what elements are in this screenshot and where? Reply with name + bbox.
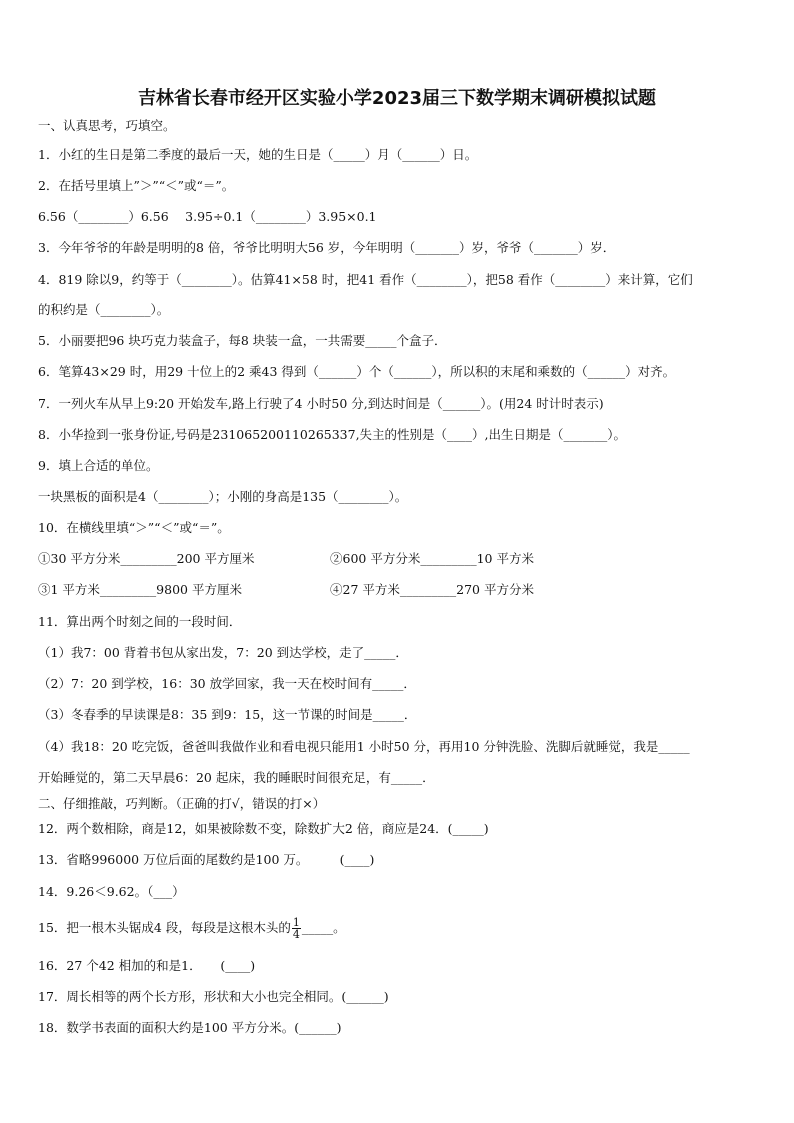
fraction-one-quarter	[292, 917, 301, 940]
question-10-item-4: ④27 平方米_________270 平方分米	[330, 582, 534, 597]
question-2: 2．在括号里填上”＞”“＜”或“＝”。	[38, 178, 235, 193]
page-title: 吉林省长春市经开区实验小学2023届三下数学期末调研模拟试题	[137, 88, 657, 109]
question-6: 6．笔算43×29 时，用29 十位上的2 乘43 得到（______）个（______），所以积的末尾和乘数的（______）对齐。	[38, 364, 676, 379]
question-18: 18．数学书表面的面积大约是100 平方分米。(______)	[38, 1020, 342, 1035]
question-15	[38, 915, 346, 941]
question-13: 13．省略996000 万位后面的尾数约是100 万。 (____)	[38, 852, 375, 867]
question-11-part-4: （4）我18：20 吃完饭，爸爸叫我做作业和看电视只能用1 小时50 分，再用10 分钟洗脸、洗脚后就睡觉，我是_____	[38, 739, 690, 754]
question-15-blank: _____。	[301, 920, 346, 935]
question-11-part-4-cont: 开始睡觉的，第二天早晨6：20 起床，我的睡眠时间很充足，有_____．	[38, 770, 435, 785]
question-10-item-1: ①30 平方分米_________200 平方厘米	[38, 551, 255, 566]
question-11-part-3: （3）冬春季的早读课是8：35 到9：15，这一节课的时间是_____．	[38, 707, 417, 722]
question-11: 11．算出两个时刻之间的一段时间．	[38, 614, 242, 629]
question-5: 5．小丽要把96 块巧克力装盒子，每8 块装一盒，一共需要_____个盒子．	[38, 333, 447, 348]
question-3: 3．今年爷爷的年龄是明明的8 倍，爷爷比明明大56 岁，今年明明（_______）岁，爷爷（_______）岁．	[38, 240, 616, 255]
question-10-item-3: ③1 平方米_________9800 平方厘米	[38, 582, 242, 597]
question-14: 14．9.26＜9.62。（___）	[38, 884, 185, 899]
question-16: 16．27 个42 相加的和是1． (____)	[38, 958, 256, 973]
section-heading-1: 一、认真思考，巧填空。	[38, 118, 176, 133]
question-11-part-1: （1）我7：00 背着书包从家出发，7：20 到达学校，走了_____．	[38, 645, 408, 660]
question-12: 12．两个数相除，商是12，如果被除数不变，除数扩大2 倍，商应是24．(_____)	[38, 821, 489, 836]
question-17: 17．周长相等的两个长方形，形状和大小也完全相同。(______)	[38, 989, 389, 1004]
question-10: 10．在横线里填“＞”“＜”或“＝”。	[38, 520, 230, 535]
fraction-denominator: 4	[292, 928, 300, 941]
question-4: 4．819 除以9，约等于（________）。估算41×58 时，把41 看作（________），把58 看作（________）来计算，它们	[38, 272, 693, 287]
question-7: 7．一列火车从早上9:20 开始发车,路上行驶了4 小时50 分,到达时间是（______）。(用24 时计时表示)	[38, 396, 604, 411]
question-9-items: 一块黑板的面积是4（________）；小刚的身高是135（________）。	[38, 489, 408, 504]
question-8: 8．小华捡到一张身份证,号码是231065200110265337,失主的性别是（____）,出生日期是（_______）。	[38, 427, 627, 442]
question-2-items: 6.56（________）6.56 3.95÷0.1（________）3.95×0.1	[38, 209, 377, 224]
question-15-text: 15．把一根木头锯成4 段，每段是这根木头的	[38, 920, 291, 935]
section-heading-2: 二、仔细推敲，巧判断。（正确的打√，错误的打×）	[38, 796, 326, 811]
fraction-numerator: 1	[292, 916, 300, 929]
question-11-part-2: （2）7：20 到学校，16：30 放学回家，我一天在校时间有_____．	[38, 676, 416, 691]
question-9: 9．填上合适的单位。	[38, 458, 159, 473]
question-10-item-2: ②600 平方分米_________10 平方米	[330, 551, 534, 566]
question-1: 1．小红的生日是第二季度的最后一天，她的生日是（_____）月（______）日。	[38, 147, 478, 162]
question-4-cont: 的积约是（________）。	[38, 302, 170, 317]
